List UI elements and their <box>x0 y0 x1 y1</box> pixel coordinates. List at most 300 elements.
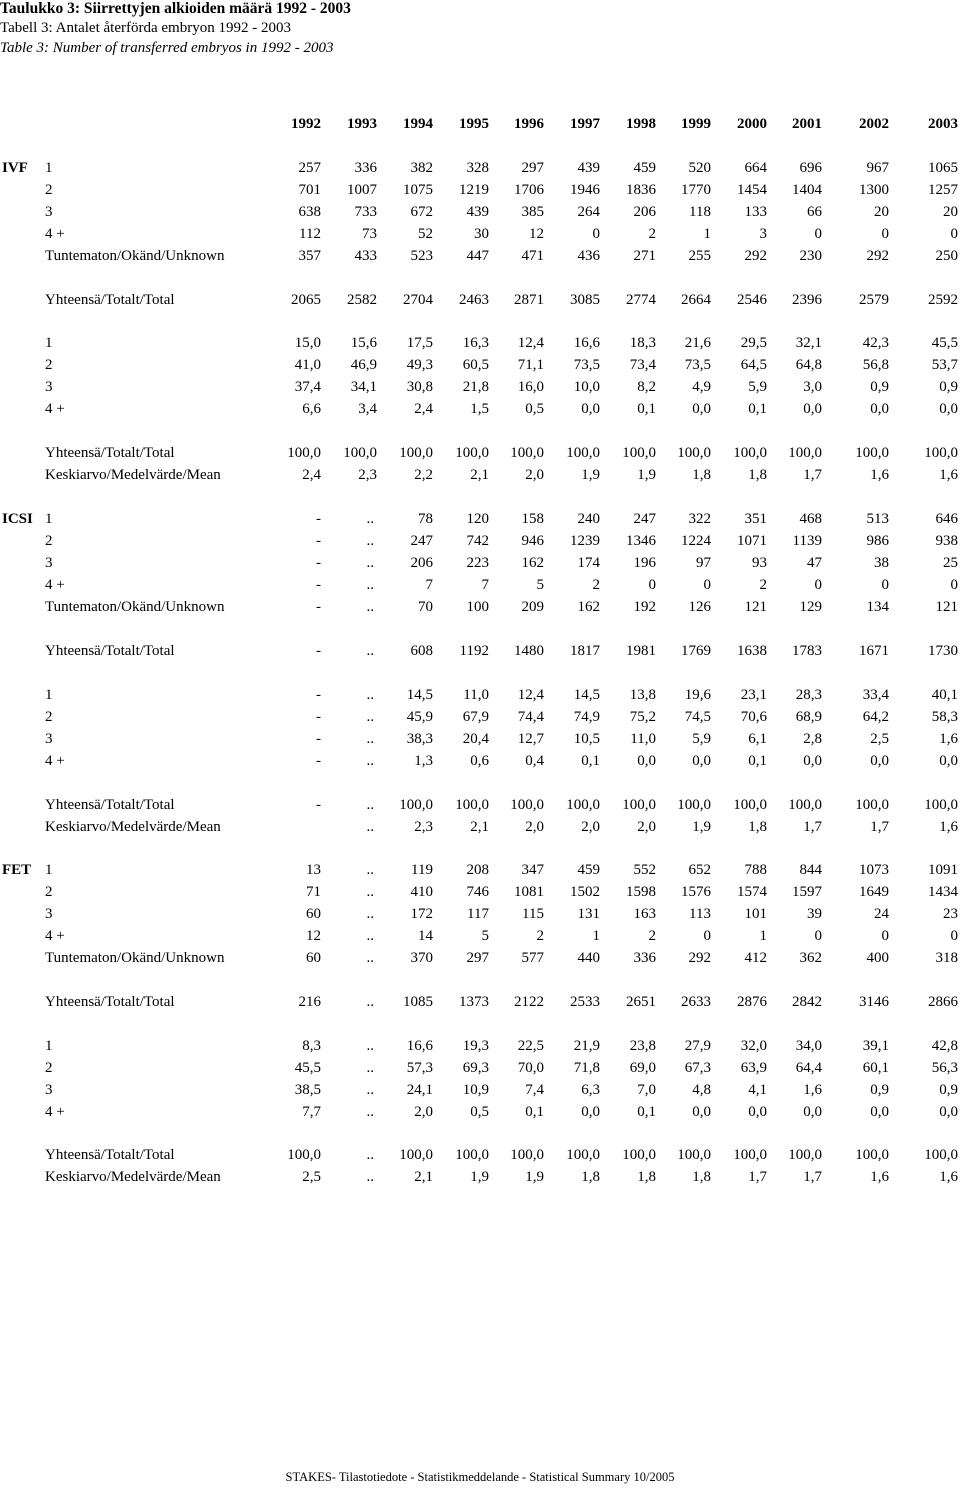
table-cell: 2,3 <box>358 467 377 483</box>
table-row <box>0 533 960 553</box>
table-cell: 0 <box>950 928 958 944</box>
table-cell: 1065 <box>928 160 958 176</box>
table-cell: 0,0 <box>581 1104 600 1120</box>
table-cell: 13 <box>306 862 321 878</box>
table-cell: - <box>316 709 321 725</box>
table-cell: 946 <box>521 533 544 549</box>
table-cell: 471 <box>521 248 544 264</box>
table-cell: 2592 <box>928 292 958 308</box>
year-header: 1998 <box>626 116 656 132</box>
table-cell: 0 <box>592 226 600 242</box>
table-cell: 100 <box>466 599 489 615</box>
table-row <box>0 226 960 246</box>
table-cell: 38 <box>874 555 889 571</box>
table-row <box>0 445 960 465</box>
table-cell: 100,0 <box>733 1147 767 1163</box>
table-cell: 19,6 <box>684 687 711 703</box>
table-cell: 45,5 <box>931 335 958 351</box>
table-cell: 0,0 <box>637 753 656 769</box>
row-label: 2 <box>45 1060 53 1076</box>
year-header: 1992 <box>291 116 321 132</box>
table-cell: 115 <box>522 906 544 922</box>
table-cell: 8,3 <box>302 1038 321 1054</box>
table-cell: 2871 <box>514 292 544 308</box>
table-cell: 0 <box>881 928 889 944</box>
table-cell: 216 <box>298 994 321 1010</box>
table-cell: 100,0 <box>455 797 489 813</box>
table-cell: 13,8 <box>629 687 656 703</box>
row-label: 3 <box>45 555 53 571</box>
table-cell: 30 <box>474 226 489 242</box>
table-cell: 1946 <box>570 182 600 198</box>
table-row <box>0 379 960 399</box>
table-cell: 208 <box>466 862 489 878</box>
table-cell: 1671 <box>859 643 889 659</box>
table-row <box>0 862 960 882</box>
table-cell: 2579 <box>859 292 889 308</box>
table-cell: 16,0 <box>517 379 544 395</box>
table-cell: 209 <box>521 599 544 615</box>
table-cell: 100,0 <box>399 445 433 461</box>
table-cell: 1730 <box>928 643 958 659</box>
table-cell: 646 <box>935 511 958 527</box>
table-row <box>0 643 960 663</box>
table-cell: 0,0 <box>803 401 822 417</box>
table-cell: 60 <box>306 906 321 922</box>
table-cell: 351 <box>744 511 767 527</box>
table-cell: 14,5 <box>573 687 600 703</box>
title-finnish: Taulukko 3: Siirrettyjen alkioiden määrä 1992 - 2003 <box>0 0 351 17</box>
row-label: 3 <box>45 731 53 747</box>
table-cell: 1836 <box>626 182 656 198</box>
table-cell: 0,1 <box>581 753 600 769</box>
row-label: Yhteensä/Totalt/Total <box>45 994 175 1010</box>
table-cell: 20 <box>874 204 889 220</box>
table-cell: 45,9 <box>406 709 433 725</box>
table-cell: 100,0 <box>924 1147 958 1163</box>
row-label: 4 + <box>45 577 65 593</box>
row-label: 1 <box>45 862 53 878</box>
table-cell: 100,0 <box>677 445 711 461</box>
table-cell: 45,5 <box>294 1060 321 1076</box>
table-cell: 0,1 <box>525 1104 544 1120</box>
table-cell: 5 <box>536 577 544 593</box>
table-cell: 42,3 <box>862 335 889 351</box>
table-cell: 22,5 <box>517 1038 544 1054</box>
table-cell: 206 <box>633 204 656 220</box>
table-cell: 733 <box>354 204 377 220</box>
table-cell: 17,5 <box>406 335 433 351</box>
table-cell: 100,0 <box>622 797 656 813</box>
table-cell: 1 <box>703 226 711 242</box>
table-cell: 608 <box>410 643 433 659</box>
table-cell: 2,3 <box>414 819 433 835</box>
table-cell: - <box>316 687 321 703</box>
table-cell: 133 <box>744 204 767 220</box>
year-header: 2000 <box>737 116 767 132</box>
table-cell: 24,1 <box>406 1082 433 1098</box>
table-cell: 56,3 <box>931 1060 958 1076</box>
table-cell: 440 <box>577 950 600 966</box>
table-row <box>0 577 960 597</box>
year-header: 1999 <box>681 116 711 132</box>
table-cell: 21,9 <box>573 1038 600 1054</box>
table-cell: 2396 <box>792 292 822 308</box>
table-cell: 247 <box>633 511 656 527</box>
table-cell: 19,3 <box>462 1038 489 1054</box>
table-cell: 100,0 <box>566 1147 600 1163</box>
table-cell: 0,0 <box>939 753 958 769</box>
table-cell: 100,0 <box>855 797 889 813</box>
table-cell: 2,1 <box>414 1169 433 1185</box>
table-cell: 2,0 <box>525 819 544 835</box>
table-cell: 73,4 <box>629 357 656 373</box>
table-cell: 52 <box>418 226 433 242</box>
table-cell: 2651 <box>626 994 656 1010</box>
table-cell: .. <box>366 731 374 747</box>
table-cell: 100,0 <box>399 1147 433 1163</box>
table-cell: 410 <box>410 884 433 900</box>
table-cell: 75,2 <box>629 709 656 725</box>
table-cell: 318 <box>935 950 958 966</box>
table-cell: 520 <box>688 160 711 176</box>
table-cell: 7,4 <box>525 1082 544 1098</box>
table-cell: 1,9 <box>470 1169 489 1185</box>
table-row <box>0 1082 960 1102</box>
table-cell: 158 <box>521 511 544 527</box>
row-label: 4 + <box>45 401 65 417</box>
table-cell: 2463 <box>459 292 489 308</box>
table-cell: .. <box>366 1147 374 1163</box>
table-cell: 1598 <box>626 884 656 900</box>
table-cell: 112 <box>299 226 321 242</box>
row-label: Keskiarvo/Medelvärde/Mean <box>45 467 221 483</box>
table-cell: 0,1 <box>637 401 656 417</box>
table-cell: 2876 <box>737 994 767 1010</box>
table-cell: 28,3 <box>795 687 822 703</box>
table-cell: 196 <box>633 555 656 571</box>
table-row <box>0 797 960 817</box>
row-label: 1 <box>45 687 53 703</box>
table-cell: 29,5 <box>740 335 767 351</box>
table-cell: .. <box>366 950 374 966</box>
table-cell: 0,0 <box>870 401 889 417</box>
table-cell: 0 <box>814 577 822 593</box>
table-cell: 0,0 <box>748 1104 767 1120</box>
table-cell: 0,0 <box>803 753 822 769</box>
table-cell: 2774 <box>626 292 656 308</box>
table-cell: 1,5 <box>470 401 489 417</box>
table-cell: 1783 <box>792 643 822 659</box>
table-cell: 230 <box>799 248 822 264</box>
table-cell: 1404 <box>792 182 822 198</box>
table-cell: 0 <box>703 577 711 593</box>
table-cell: 967 <box>866 160 889 176</box>
table-cell: 121 <box>935 599 958 615</box>
table-cell: 0,0 <box>939 401 958 417</box>
table-cell: 100,0 <box>733 445 767 461</box>
table-row <box>0 248 960 268</box>
row-label: 4 + <box>45 1104 65 1120</box>
table-cell: 12 <box>529 226 544 242</box>
table-cell: .. <box>366 862 374 878</box>
table-cell: 1257 <box>928 182 958 198</box>
table-cell: 7,0 <box>637 1082 656 1098</box>
row-label: Keskiarvo/Medelvärde/Mean <box>45 1169 221 1185</box>
table-cell: 2122 <box>514 994 544 1010</box>
table-cell: 100,0 <box>566 445 600 461</box>
table-cell: 347 <box>521 862 544 878</box>
table-cell: 1,6 <box>870 467 889 483</box>
table-cell: 2,4 <box>302 467 321 483</box>
table-cell: - <box>316 533 321 549</box>
table-cell: 53,7 <box>931 357 958 373</box>
table-cell: 1,8 <box>692 467 711 483</box>
table-cell: 162 <box>577 599 600 615</box>
table-cell: 16,3 <box>462 335 489 351</box>
row-label: Keskiarvo/Medelvärde/Mean <box>45 819 221 835</box>
table-cell: 20 <box>943 204 958 220</box>
table-row <box>0 1060 960 1080</box>
row-label: 2 <box>45 533 53 549</box>
table-cell: 100,0 <box>855 1147 889 1163</box>
table-cell: 0,5 <box>470 1104 489 1120</box>
row-label: Yhteensä/Totalt/Total <box>45 292 175 308</box>
table-cell: 652 <box>688 862 711 878</box>
table-cell: 47 <box>807 555 822 571</box>
table-cell: .. <box>366 994 374 1010</box>
table-cell: 134 <box>866 599 889 615</box>
table-cell: 100,0 <box>399 797 433 813</box>
table-cell: 1224 <box>681 533 711 549</box>
table-cell: 1085 <box>403 994 433 1010</box>
table-cell: 1,9 <box>525 1169 544 1185</box>
row-label: Yhteensä/Totalt/Total <box>45 1147 175 1163</box>
table-cell: 1,7 <box>803 819 822 835</box>
row-label: 3 <box>45 204 53 220</box>
row-label: 2 <box>45 709 53 725</box>
table-cell: 2,5 <box>870 731 889 747</box>
table-cell: 131 <box>577 906 600 922</box>
table-cell: 292 <box>688 950 711 966</box>
section-label: ICSI <box>2 511 33 527</box>
table-cell: 2,4 <box>414 401 433 417</box>
table-row <box>0 204 960 224</box>
table-cell: .. <box>366 797 374 813</box>
table-cell: 0 <box>881 226 889 242</box>
table-cell: 10,5 <box>573 731 600 747</box>
year-header: 1993 <box>347 116 377 132</box>
table-cell: 39 <box>807 906 822 922</box>
table-cell: 1,8 <box>748 819 767 835</box>
table-cell: 2664 <box>681 292 711 308</box>
table-cell: 12,4 <box>517 687 544 703</box>
page-footer: STAKES- Tilastotiedote - Statistikmeddelande - Statistical Summary 10/2005 <box>285 1470 675 1484</box>
table-row <box>0 599 960 619</box>
row-label: Yhteensä/Totalt/Total <box>45 445 175 461</box>
row-label: 4 + <box>45 928 65 944</box>
table-cell: 71 <box>306 884 321 900</box>
table-cell: 552 <box>633 862 656 878</box>
table-cell: 7 <box>425 577 433 593</box>
table-cell: 1638 <box>737 643 767 659</box>
table-cell: 2 <box>648 928 656 944</box>
table-cell: 73 <box>362 226 377 242</box>
table-cell: 2,0 <box>581 819 600 835</box>
table-cell: 64,4 <box>795 1060 822 1076</box>
table-cell: 66 <box>807 204 822 220</box>
table-cell: 255 <box>688 248 711 264</box>
table-cell: 100,0 <box>677 797 711 813</box>
year-header: 1995 <box>459 116 489 132</box>
table-cell: 986 <box>866 533 889 549</box>
table-cell: 459 <box>633 160 656 176</box>
table-cell: 1,6 <box>939 819 958 835</box>
table-cell: 69,3 <box>462 1060 489 1076</box>
table-cell: 1434 <box>928 884 958 900</box>
table-cell: 6,3 <box>581 1082 600 1098</box>
table-cell: 459 <box>577 862 600 878</box>
table-cell: 192 <box>633 599 656 615</box>
table-cell: 12,4 <box>517 335 544 351</box>
table-cell: 101 <box>744 906 767 922</box>
table-cell: 0,6 <box>470 753 489 769</box>
table-cell: 433 <box>354 248 377 264</box>
table-cell: 30,8 <box>406 379 433 395</box>
row-label: Yhteensä/Totalt/Total <box>45 797 175 813</box>
row-label: 4 + <box>45 226 65 242</box>
table-cell: 412 <box>744 950 767 966</box>
table-cell: 4,8 <box>692 1082 711 1098</box>
table-cell: 163 <box>633 906 656 922</box>
table-cell: 100,0 <box>855 445 889 461</box>
table-cell: 844 <box>799 862 822 878</box>
table-cell: 37,4 <box>294 379 321 395</box>
table-cell: 247 <box>410 533 433 549</box>
table-cell: 1,6 <box>939 731 958 747</box>
table-cell: 370 <box>410 950 433 966</box>
table-row <box>0 819 960 839</box>
table-row <box>0 1147 960 1167</box>
table-cell: 100,0 <box>510 445 544 461</box>
table-row <box>0 1169 960 1189</box>
table-row <box>0 467 960 487</box>
table-cell: 42,8 <box>931 1038 958 1054</box>
table-cell: 2065 <box>291 292 321 308</box>
table-cell: 41,0 <box>294 357 321 373</box>
table-row <box>0 950 960 970</box>
table-cell: 64,5 <box>740 357 767 373</box>
table-cell: 58,3 <box>931 709 958 725</box>
table-cell: 60,1 <box>862 1060 889 1076</box>
table-cell: 70,6 <box>740 709 767 725</box>
table-cell: 100,0 <box>455 1147 489 1163</box>
table-cell: 60 <box>306 950 321 966</box>
table-cell: 1,8 <box>637 1169 656 1185</box>
table-row <box>0 511 960 531</box>
table-cell: .. <box>366 709 374 725</box>
table-cell: 1,7 <box>870 819 889 835</box>
table-cell: - <box>316 599 321 615</box>
table-cell: 1,8 <box>581 1169 600 1185</box>
table-cell: 1597 <box>792 884 822 900</box>
table-cell: 1 <box>592 928 600 944</box>
title-swedish: Tabell 3: Antalet återförda embryon 1992 - 2003 <box>0 20 291 36</box>
table-cell: 2533 <box>570 994 600 1010</box>
table-cell: 67,3 <box>684 1060 711 1076</box>
table-cell: 0,5 <box>525 401 544 417</box>
table-cell: 100,0 <box>455 445 489 461</box>
table-cell: 0 <box>814 928 822 944</box>
table-cell: 1081 <box>514 884 544 900</box>
table-cell: 64,8 <box>795 357 822 373</box>
table-cell: 0,0 <box>581 401 600 417</box>
row-label: 1 <box>45 335 53 351</box>
table-row <box>0 357 960 377</box>
year-header: 1994 <box>403 116 433 132</box>
table-cell: 33,4 <box>862 687 889 703</box>
row-label: Tuntematon/Okänd/Unknown <box>45 599 225 615</box>
table-cell: 117 <box>467 906 489 922</box>
row-label: 1 <box>45 511 53 527</box>
table-cell: 172 <box>410 906 433 922</box>
table-cell: 1502 <box>570 884 600 900</box>
table-cell: 1239 <box>570 533 600 549</box>
table-cell: 100,0 <box>510 1147 544 1163</box>
table-cell: 100,0 <box>343 445 377 461</box>
table-cell: 436 <box>577 248 600 264</box>
table-cell: - <box>316 511 321 527</box>
table-cell: 1071 <box>737 533 767 549</box>
table-cell: 15,6 <box>350 335 377 351</box>
table-cell: 4,1 <box>748 1082 767 1098</box>
year-header: 2001 <box>792 116 822 132</box>
table-cell: 1075 <box>403 182 433 198</box>
table-cell: 382 <box>410 160 433 176</box>
table-cell: 1346 <box>626 533 656 549</box>
table-cell: 271 <box>633 248 656 264</box>
table-cell: 73,5 <box>684 357 711 373</box>
table-cell: 0,9 <box>870 1082 889 1098</box>
table-row <box>0 753 960 773</box>
table-cell: - <box>316 643 321 659</box>
section-label: FET <box>2 862 32 878</box>
table-cell: 46,9 <box>350 357 377 373</box>
table-cell: 297 <box>466 950 489 966</box>
table-cell: 2,8 <box>803 731 822 747</box>
row-label: 2 <box>45 357 53 373</box>
table-cell: 1373 <box>459 994 489 1010</box>
table-cell: 1,6 <box>939 467 958 483</box>
table-cell: 71,8 <box>573 1060 600 1076</box>
row-label: 3 <box>45 1082 53 1098</box>
table-cell: 34,1 <box>350 379 377 395</box>
year-header: 1997 <box>570 116 600 132</box>
table-cell: - <box>316 797 321 813</box>
table-row <box>0 906 960 926</box>
table-cell: 25 <box>943 555 958 571</box>
table-row <box>0 928 960 948</box>
row-label: 2 <box>45 182 53 198</box>
row-label: 3 <box>45 906 53 922</box>
table-row <box>0 687 960 707</box>
table-cell: 439 <box>466 204 489 220</box>
table-cell: 1,3 <box>414 753 433 769</box>
table-cell: 24 <box>874 906 889 922</box>
table-cell: 10,9 <box>462 1082 489 1098</box>
table-cell: 1091 <box>928 862 958 878</box>
table-cell: 2704 <box>403 292 433 308</box>
